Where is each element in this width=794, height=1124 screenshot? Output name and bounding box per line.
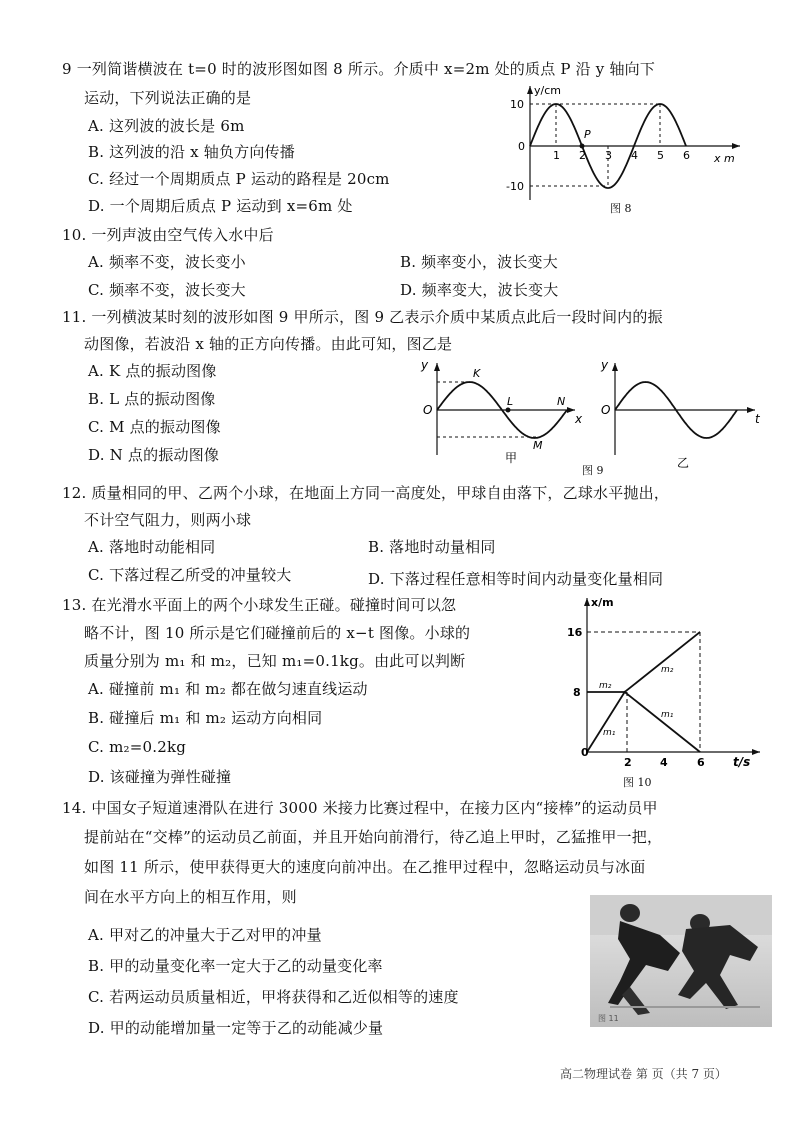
q14-stem-line2: 提前站在“交棒”的运动员乙前面，并且开始向前滑行，待乙追上甲时，乙猛推甲一把， — [84, 828, 663, 846]
fig9b-origin: O — [601, 403, 611, 417]
fig10-label-m2-before: m₂ — [599, 681, 612, 691]
q9-option-d: D. 一个周期后质点 P 运动到 x=6m 处 — [88, 197, 353, 215]
q14-stem-line1: 14. 中国女子短道速滑队在进行 3000 米接力比赛过程中，在接力区内“接棒”的运动员甲 — [62, 799, 658, 817]
q11-option-b: B. L 点的振动图像 — [88, 390, 216, 408]
q13-option-b: B. 碰撞后 m₁ 和 m₂ 运动方向相同 — [88, 709, 323, 727]
q13-option-a: A. 碰撞前 m₁ 和 m₂ 都在做匀速直线运动 — [88, 680, 368, 698]
q13-stem-line2: 略不计，图 10 所示是它们碰撞前后的 x−t 图像。小球的 — [84, 624, 471, 642]
q13-stem-line3: 质量分别为 m₁ 和 m₂，已知 m₁=0.1kg。由此可以判断 — [84, 652, 466, 670]
fig10-label-m2-after: m₂ — [661, 665, 674, 675]
q12-stem-line1: 12. 质量相同的甲、乙两个小球，在地面上方同一高度处，甲球自由落下，乙球水平抛出， — [62, 484, 670, 502]
q9-option-c: C. 经过一个周期质点 P 运动的路程是 20cm — [88, 170, 390, 188]
q12-option-d: D. 下落过程任意相等时间内动量变化量相同 — [368, 570, 664, 588]
figure-8-wave-chart — [500, 80, 760, 210]
fig8-point-p — [580, 144, 585, 149]
fig9a-origin: O — [423, 403, 433, 417]
figure-10-xt-chart — [555, 592, 770, 777]
fig9a-label-k: K — [473, 367, 481, 380]
fig10-label-m1-after: m₁ — [661, 710, 674, 720]
fig10-ytick-16: 16 — [567, 626, 583, 639]
fig8-xtick-1: 1 — [553, 149, 560, 162]
fig10-ylabel: x/m — [591, 596, 614, 609]
fig10-line-series-1 — [587, 692, 700, 752]
q11-option-c: C. M 点的振动图像 — [88, 418, 221, 436]
q14-option-c: C. 若两运动员质量相近，甲将获得和乙近似相等的速度 — [88, 988, 459, 1006]
fig11-caption: 图 11 — [598, 1014, 619, 1023]
fig10-label-m1-before: m₁ — [603, 728, 616, 738]
fig9b-sublabel: 乙 — [677, 456, 690, 470]
fig8-xtick-4: 4 — [631, 149, 638, 162]
fig9a-sublabel: 甲 — [505, 451, 518, 465]
q9-option-a: A. 这列波的波长是 6m — [88, 117, 245, 135]
fig8-xlabel: x m — [714, 152, 735, 165]
fig8-ytick-neg10: -10 — [506, 180, 524, 193]
fig8-caption: 图 8 — [610, 202, 632, 215]
fig8-ylabel: y/cm — [534, 84, 561, 97]
q11-option-d: D. N 点的振动图像 — [88, 446, 220, 464]
q12-option-a: A. 落地时动能相同 — [88, 538, 216, 556]
q10-option-b: B. 频率变小，波长变大 — [400, 253, 558, 271]
fig8-ytick-10: 10 — [510, 98, 524, 111]
fig10-xtick-6: 6 — [697, 756, 705, 769]
q13-stem-line1: 13. 在光滑水平面上的两个小球发生正碰。碰撞时间可以忽 — [62, 596, 457, 614]
q10-option-a: A. 频率不变，波长变小 — [88, 253, 246, 271]
fig9a-label-l: L — [507, 395, 514, 408]
fig8-xtick-3: 3 — [605, 149, 612, 162]
q10-option-d: D. 频率变大，波长变大 — [400, 281, 559, 299]
fig9-caption: 图 9 — [582, 464, 604, 477]
q11-stem-line2: 动图像，若波沿 x 轴的正方向传播。由此可知，图乙是 — [84, 335, 453, 353]
q14-stem-line4: 间在水平方向上的相互作用，则 — [84, 888, 297, 906]
fig10-xtick-0: 0 — [581, 746, 589, 759]
q9-stem-line2: 运动，下列说法正确的是 — [84, 89, 252, 107]
fig10-xtick-4: 4 — [660, 756, 668, 769]
fig9a-label-m: M — [533, 439, 543, 452]
fig9a-label-n: N — [557, 395, 566, 408]
fig10-xtick-2: 2 — [624, 756, 632, 769]
fig8-xtick-6: 6 — [683, 149, 690, 162]
q11-stem-line1: 11. 一列横波某时刻的波形如图 9 甲所示，图 9 乙表示介质中某质点此后一段时间内的振 — [62, 308, 663, 326]
fig8-point-label: P — [584, 128, 591, 141]
q9-option-b: B. 这列波的沿 x 轴负方向传播 — [88, 143, 295, 161]
q12-option-b: B. 落地时动量相同 — [368, 538, 496, 556]
q10-option-c: C. 频率不变，波长变大 — [88, 281, 246, 299]
page-footer: 高二物理试卷 第 页（共 7 页） — [560, 1067, 727, 1081]
fig8-xtick-5: 5 — [657, 149, 664, 162]
q14-option-b: B. 甲的动量变化率一定大于乙的动量变化率 — [88, 957, 383, 975]
fig10-xlabel: t/s — [733, 755, 751, 769]
q12-option-c: C. 下落过程乙所受的冲量较大 — [88, 566, 292, 584]
q11-option-a: A. K 点的振动图像 — [88, 362, 217, 380]
fig9a-xlabel: x — [575, 412, 583, 426]
q10-stem: 10. 一列声波由空气传入水中后 — [62, 226, 274, 244]
q12-stem-line2: 不计空气阻力，则两小球 — [84, 511, 252, 529]
fig9b-ylabel: y — [601, 358, 609, 372]
fig8-y-arrow — [527, 86, 533, 94]
fig8-x-arrow — [732, 143, 740, 149]
q14-option-a: A. 甲对乙的冲量大于乙对甲的冲量 — [88, 926, 322, 944]
fig8-ytick-0: 0 — [518, 140, 525, 153]
q14-stem-line3: 如图 11 所示，使甲获得更大的速度向前冲出。在乙推甲过程中，忽略运动员与冰面 — [84, 858, 646, 876]
q13-option-c: C. m₂=0.2kg — [88, 738, 187, 756]
q9-stem-line1: 9 一列简谐横波在 t=0 时的波形图如图 8 所示。介质中 x=2m 处的质点 P 沿 y 轴向下 — [62, 60, 656, 78]
fig9a-point-l — [506, 408, 511, 413]
fig9b-xlabel: t — [755, 412, 760, 426]
q13-option-d: D. 该碰撞为弹性碰撞 — [88, 768, 232, 786]
q14-option-d: D. 甲的动能增加量一定等于乙的动能减少量 — [88, 1019, 384, 1037]
fig8-xtick-2: 2 — [579, 149, 586, 162]
figure-11-skaters-photo — [590, 895, 772, 1027]
fig10-caption: 图 10 — [623, 776, 652, 789]
fig10-ytick-8: 8 — [573, 686, 581, 699]
fig9a-ylabel: y — [421, 358, 429, 372]
skater-1-head — [620, 904, 640, 922]
